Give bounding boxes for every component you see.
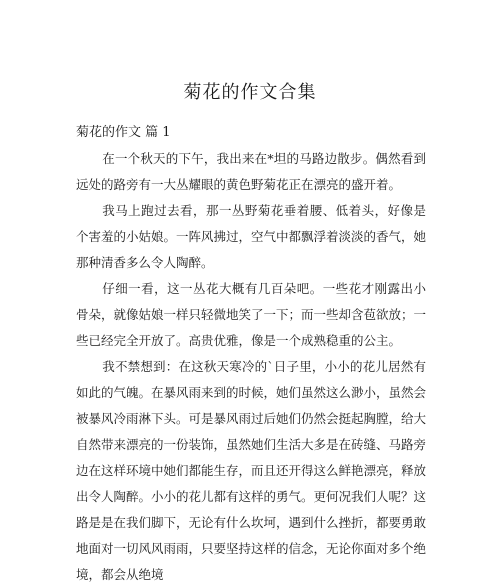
paragraph-2: 我马上跑过去看，那一丛野菊花垂着腰、低着头，好像是个害羞的小姑娘。一阵风拂过，空气中都飘浮着淡淡的香气，她那种清香多么令人陶醉。 (76, 203, 427, 270)
paragraph-1: 在一个秋天的下午，我出来在*坦的马路边散步。偶然看到远处的路旁有一大丛耀眼的黄色野菊花正在漂亮的盛开着。 (76, 151, 426, 192)
paragraph-3: 仔细一看，这一丛花大概有几百朵吧。一些花才刚露出小骨朵，就像姑娘一样只轻微地笑了一下；而一些却含苞欲放；一些已经完全开放了。高贵优雅，像是一个成熟稳重的公主。 (76, 281, 427, 348)
paragraph-4: 我不禁想到：在这秋天寒冷的`日子里，小小的花儿居然有如此的气魄。在暴风雨来到的时候，她们虽然这么渺小，虽然会被暴风冷雨淋下头。可是暴风雨过后她们仍然会挺起胸膛，给大自然带来漂亮的一份装饰，虽然她们生活大多是在砖缝、马路旁边在这样环境中她们都能生存，而且还开得这么鲜艳漂亮，释放出令人陶醉。小小的花儿都有这样的勇气。更何况我们人呢？这路是是在我们脚下，无论有什么坎坷，遇到什么挫折，都要勇敢地面对一切风风雨雨，只要坚持这样的信念，无论你面对多个绝境，都会从绝境 (76, 359, 427, 582)
document-title: 菊花的作文合集 (183, 82, 317, 103)
section-heading: 菊花的作文 篇 1 (76, 125, 171, 140)
